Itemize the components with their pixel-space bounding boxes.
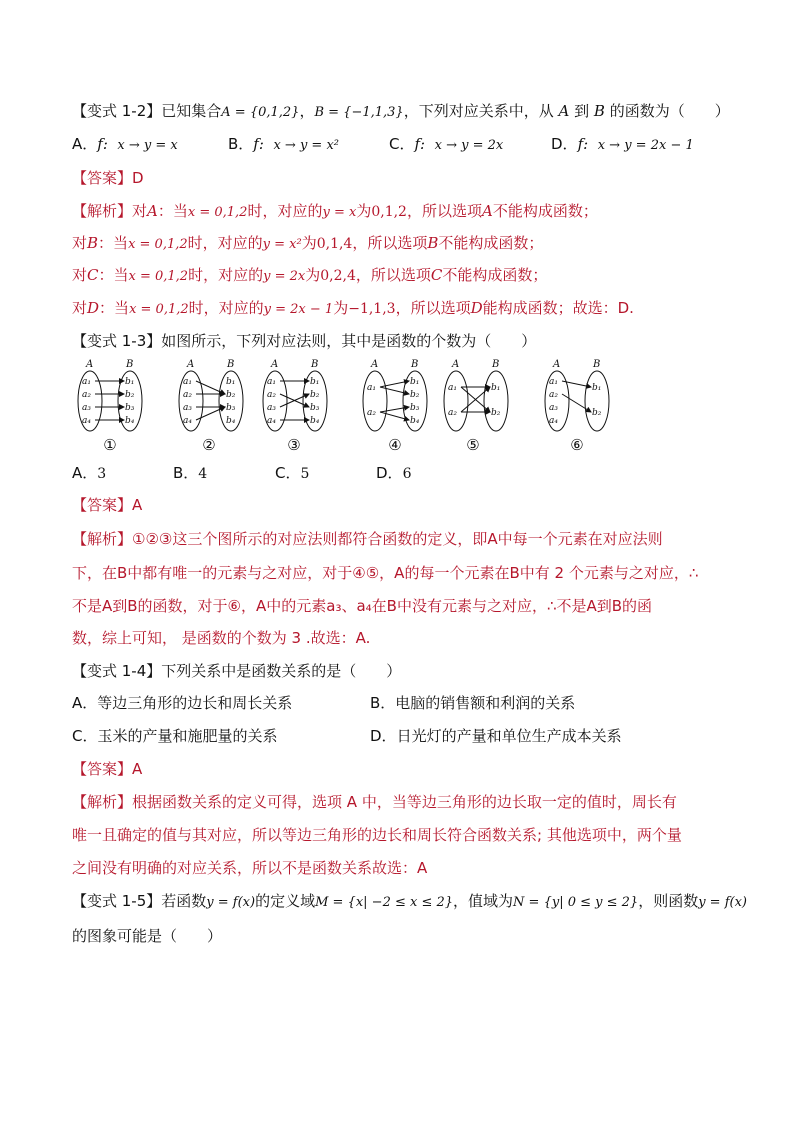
element-b-2: b₂ [226, 390, 236, 400]
element-b-2: b₃ [226, 403, 236, 413]
element-a-5: a₁ [448, 383, 457, 393]
set-a-ellipse-5 [444, 371, 468, 431]
element-a-5: a₂ [448, 408, 457, 418]
element-a-3: a₃ [267, 403, 276, 413]
element-b-2: b₁ [226, 377, 236, 387]
q13-option-b: B．4 [173, 464, 208, 482]
q14-answer: 【答案】A [72, 760, 143, 778]
element-a-6: a₁ [549, 377, 558, 387]
element-a-3: a₂ [267, 390, 276, 400]
set-a-label-4: A [371, 359, 379, 370]
set-a-ellipse-4 [363, 371, 387, 431]
mapping-arrow-4 [380, 407, 409, 412]
q12-answer: 【答案】D [72, 169, 144, 187]
q12-option-b: B．f: x → y = x² [228, 135, 339, 153]
set-a-label-3: A [271, 359, 279, 370]
set-b-label-3: B [311, 359, 319, 370]
q14-option-a: A．等边三角形的边长和周长关系 [72, 694, 293, 712]
set-b-label-5: B [492, 359, 500, 370]
diagram-label-5: ⑤ [466, 436, 480, 454]
set-a-label-5: A [452, 359, 460, 370]
q12-analysis-1: 【解析】对A：当x = 0,1,2时，对应的y = x为0,1,2，所以选项A不能构成函数； [72, 202, 598, 220]
element-b-2: b₄ [226, 416, 236, 426]
q12-option-c: C．f: x → y = 2x [389, 135, 504, 153]
q12-analysis-4: 对D：当x = 0,1,2时，对应的y = 2x − 1为−1,1,3，所以选项D能构成函数；故选：D. [72, 299, 634, 317]
set-a-label-2: A [187, 359, 195, 370]
element-a-2: a₂ [183, 390, 192, 400]
element-b-1: b₁ [125, 377, 135, 387]
element-b-6: b₂ [592, 408, 602, 418]
element-b-4: b₁ [410, 377, 420, 387]
element-b-3: b₁ [310, 377, 320, 387]
set-b-label-6: B [593, 359, 601, 370]
set-b-label-2: B [227, 359, 235, 370]
q15-stem-2: 的图象可能是（ ） [72, 927, 223, 945]
element-b-4: b₄ [410, 416, 420, 426]
element-b-1: b₄ [125, 416, 135, 426]
diagram-label-1: ① [103, 436, 117, 454]
q15-stem-1: 【变式 1-5】若函数y = f(x)的定义域M = {x| −2 ≤ x ≤ 2}，值域为N = {y| 0 ≤ y ≤ 2}，则函数y = f(x) [72, 892, 747, 910]
element-b-1: b₃ [125, 403, 135, 413]
set-b: B = {−1,1,3} [314, 105, 404, 120]
mapping-arrow-6 [562, 394, 591, 412]
element-a-3: a₁ [267, 377, 276, 387]
diagram-label-2: ② [202, 436, 216, 454]
set-a-label-6: A [553, 359, 561, 370]
q13-option-c: C．5 [275, 464, 310, 482]
element-b-4: b₂ [410, 390, 420, 400]
q13-answer: 【答案】A [72, 496, 143, 514]
element-a-1: a₃ [82, 403, 91, 413]
element-a-6: a₃ [549, 403, 558, 413]
element-a-1: a₂ [82, 390, 91, 400]
element-a-1: a₁ [82, 377, 91, 387]
element-a-6: a₄ [549, 416, 558, 426]
set-b-ellipse-6 [585, 371, 609, 431]
element-a-6: a₂ [549, 390, 558, 400]
diagram-label-4: ④ [388, 436, 402, 454]
q14-option-c: C．玉米的产量和施肥量的关系 [72, 727, 278, 745]
element-a-3: a₄ [267, 416, 276, 426]
element-b-5: b₂ [491, 408, 501, 418]
q14-stem: 【变式 1-4】下列关系中是函数关系的是（ ） [72, 662, 402, 680]
q14-analysis-3: 之间没有明确的对应关系，所以不是函数关系故选：A [72, 859, 428, 877]
set-b-label-1: B [126, 359, 134, 370]
diagram-label-6: ⑥ [570, 436, 584, 454]
element-a-1: a₄ [82, 416, 91, 426]
set-a-label-1: A [86, 359, 94, 370]
element-a-2: a₁ [183, 377, 192, 387]
mapping-diagrams [0, 357, 794, 437]
element-a-2: a₄ [183, 416, 192, 426]
q12-analysis-2: 对B：当x = 0,1,2时，对应的y = x²为0,1,4，所以选项B不能构成函数； [72, 234, 544, 252]
q14-option-d: D．日光灯的产量和单位生产成本关系 [370, 727, 622, 745]
element-b-5: b₁ [491, 383, 501, 393]
set-b-ellipse-5 [484, 371, 508, 431]
q13-analysis-4: 数，综上可知， 是函数的个数为 3 .故选：A. [72, 629, 371, 647]
q13-stem: 【变式 1-3】如图所示，下列对应法则，其中是函数的个数为（ ） [72, 332, 537, 350]
q13-analysis-3: 不是A到B的函数，对于⑥，A中的元素a₃、a₄在B中没有元素与之对应，∴不是A到B的函 [72, 597, 653, 615]
q14-analysis-1: 【解析】根据函数关系的定义可得，选项 A 中，当等边三角形的边长取一定的值时，周长有 [72, 793, 677, 811]
q14-analysis-2: 唯一且确定的值与其对应，所以等边三角形的边长和周长符合函数关系; 其他选项中，两个量 [72, 826, 682, 844]
element-b-3: b₃ [310, 403, 320, 413]
q12-stem: 【变式 1-2】已知集合A = {0,1,2}，B = {−1,1,3}，下列对应关系中，从 A 到 B 的函数为（ ） [72, 102, 730, 120]
q13-analysis-2: 下，在B中都有唯一的元素与之对应，对于④⑤，A的每一个元素在B中有 2 个元素与之对应，∴ [72, 564, 699, 582]
element-b-1: b₂ [125, 390, 135, 400]
element-a-4: a₂ [367, 408, 376, 418]
q12-option-d: D．f: x → y = 2x − 1 [551, 135, 694, 153]
set-a: A = {0,1,2} [221, 105, 300, 120]
q13-option-d: D．6 [376, 464, 412, 482]
set-b-label-4: B [411, 359, 419, 370]
q12-option-a: A．f: x → y = x [72, 135, 178, 153]
element-b-4: b₃ [410, 403, 420, 413]
element-a-2: a₃ [183, 403, 192, 413]
element-b-3: b₂ [310, 390, 320, 400]
mapping-arrow-4 [380, 387, 409, 394]
element-b-6: b₁ [592, 383, 602, 393]
element-b-3: b₄ [310, 416, 320, 426]
q14-option-b: B．电脑的销售额和利润的关系 [370, 694, 576, 712]
element-a-4: a₁ [367, 383, 376, 393]
q12-analysis-3: 对C：当x = 0,1,2时，对应的y = 2x为0,2,4，所以选项C不能构成函数； [72, 266, 548, 284]
diagram-label-3: ③ [287, 436, 301, 454]
q13-analysis-1: 【解析】①②③这三个图所示的对应法则都符合函数的定义，即A中每一个元素在对应法则 [72, 530, 663, 548]
q13-option-a: A．3 [72, 464, 107, 482]
